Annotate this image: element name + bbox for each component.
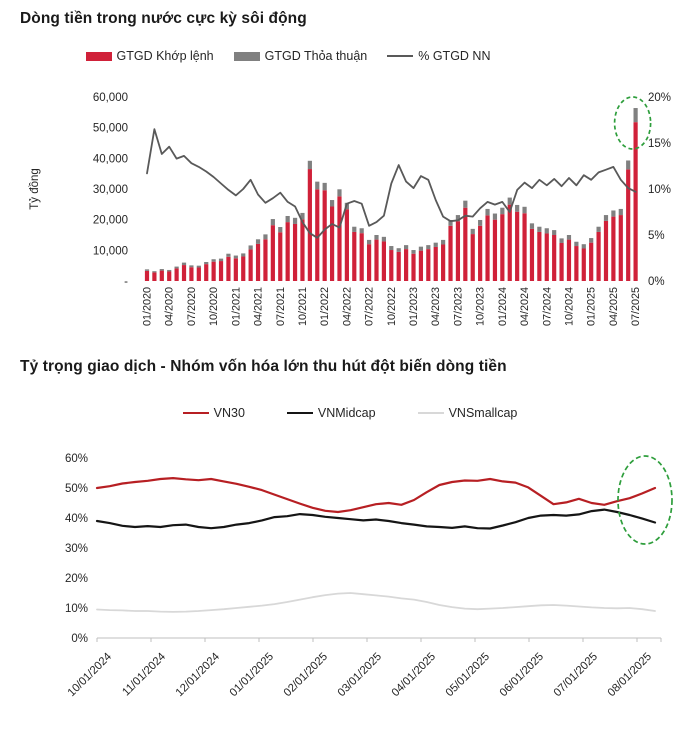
lightgray-line-swatch-icon <box>418 412 444 414</box>
bars-gtgd-khop-lenh <box>145 122 638 281</box>
svg-text:60%: 60% <box>64 453 88 465</box>
legend-label: GTGD Thỏa thuận <box>264 49 368 63</box>
svg-text:10/2024: 10/2024 <box>563 287 576 327</box>
svg-text:07/2025: 07/2025 <box>630 287 643 327</box>
chart1-title: Dòng tiền trong nước cực kỳ sôi động <box>20 10 307 27</box>
highlight-ellipse-top <box>615 97 651 149</box>
svg-text:Tỷ đồng: Tỷ đồng <box>29 168 41 210</box>
svg-text:40%: 40% <box>64 513 88 525</box>
line-vnmidcap <box>97 510 655 529</box>
chart1-plot <box>0 78 700 350</box>
black-line-swatch-icon <box>287 412 313 414</box>
svg-text:07/2022: 07/2022 <box>363 287 376 327</box>
line-vnsmallcap <box>97 593 655 612</box>
legend-label: VN30 <box>213 406 245 420</box>
legend-item-vnmidcap <box>287 406 376 420</box>
svg-text:40,000: 40,000 <box>92 153 128 166</box>
svg-text:07/01/2025: 07/01/2025 <box>551 650 601 700</box>
svg-text:30,000: 30,000 <box>92 184 128 196</box>
svg-text:01/2023: 01/2023 <box>408 287 421 327</box>
svg-text:01/2020: 01/2020 <box>141 287 154 327</box>
chart1-y-left-ticks <box>93 92 128 288</box>
svg-text:04/2024: 04/2024 <box>519 287 532 327</box>
legend-item-gtgd-nn <box>387 49 490 63</box>
svg-text:07/2023: 07/2023 <box>452 287 465 327</box>
svg-text:01/01/2025: 01/01/2025 <box>227 650 277 700</box>
svg-text:01/2025: 01/2025 <box>585 287 598 327</box>
chart2-title: Tỷ trọng giao dịch - Nhóm vốn hóa lớn thu hút đột biến dòng tiền <box>20 358 507 375</box>
svg-text:04/2023: 04/2023 <box>430 287 443 327</box>
svg-text:07/2021: 07/2021 <box>274 287 287 327</box>
svg-text:20,000: 20,000 <box>92 214 128 227</box>
svg-text:-: - <box>124 276 128 288</box>
svg-text:02/01/2025: 02/01/2025 <box>281 650 331 700</box>
legend-label: VNSmallcap <box>448 406 518 420</box>
red-line-swatch-icon <box>183 412 209 414</box>
chart2-plot <box>0 430 700 731</box>
svg-text:04/01/2025: 04/01/2025 <box>389 650 439 700</box>
chart2-legend <box>0 406 700 420</box>
svg-text:04/2020: 04/2020 <box>163 287 176 327</box>
line-pct-gtgd-nn <box>147 129 636 238</box>
gray-bar-swatch-icon <box>234 52 260 61</box>
legend-label: % GTGD NN <box>418 49 491 63</box>
chart1-x-tick-labels <box>142 287 643 326</box>
svg-text:08/01/2025: 08/01/2025 <box>605 650 655 700</box>
svg-text:10%: 10% <box>648 184 672 196</box>
svg-text:20%: 20% <box>648 92 672 104</box>
svg-text:10/2023: 10/2023 <box>474 287 487 327</box>
svg-text:15%: 15% <box>648 138 672 150</box>
legend-item-vnsmallcap <box>418 406 518 420</box>
chart1-y-axis-title <box>29 168 41 210</box>
svg-text:05/01/2025: 05/01/2025 <box>443 650 493 700</box>
svg-text:03/01/2025: 03/01/2025 <box>335 650 385 700</box>
chart1-legend <box>0 49 576 63</box>
svg-text:10,000: 10,000 <box>92 245 128 258</box>
svg-text:01/2021: 01/2021 <box>230 287 243 327</box>
svg-text:10/2021: 10/2021 <box>296 287 309 327</box>
svg-text:04/2022: 04/2022 <box>341 287 354 327</box>
legend-label: VNMidcap <box>317 406 376 420</box>
svg-text:0%: 0% <box>71 633 88 645</box>
svg-text:20%: 20% <box>64 573 88 585</box>
svg-text:07/2024: 07/2024 <box>541 287 554 327</box>
svg-text:0%: 0% <box>648 276 665 288</box>
svg-text:06/01/2025: 06/01/2025 <box>497 650 547 700</box>
svg-text:10/01/2024: 10/01/2024 <box>65 650 115 700</box>
chart2-x-tick-labels <box>66 651 654 699</box>
svg-text:01/2024: 01/2024 <box>496 287 509 327</box>
legend-item-khop-lenh <box>86 49 214 63</box>
legend-label: GTGD Khớp lệnh <box>116 49 214 63</box>
svg-text:01/2022: 01/2022 <box>319 287 332 327</box>
svg-text:04/2025: 04/2025 <box>607 287 620 327</box>
svg-text:12/01/2024: 12/01/2024 <box>173 650 223 700</box>
bars-gtgd-thoa-thuan <box>145 108 638 272</box>
svg-text:60,000: 60,000 <box>92 92 128 104</box>
legend-item-vn30 <box>183 406 245 420</box>
chart2-x-axis <box>97 638 661 642</box>
svg-text:50,000: 50,000 <box>92 122 128 135</box>
svg-text:10%: 10% <box>64 603 88 615</box>
svg-text:10/2020: 10/2020 <box>208 287 221 327</box>
svg-text:5%: 5% <box>648 230 665 242</box>
svg-text:11/01/2024: 11/01/2024 <box>120 650 169 699</box>
line-vn30 <box>97 478 655 512</box>
chart2-y-ticks <box>65 453 88 645</box>
red-bar-swatch-icon <box>86 52 112 61</box>
svg-text:30%: 30% <box>64 543 88 555</box>
svg-text:04/2021: 04/2021 <box>252 287 265 327</box>
svg-text:50%: 50% <box>64 483 88 495</box>
svg-text:07/2020: 07/2020 <box>185 287 198 327</box>
gray-line-swatch-icon <box>387 55 413 57</box>
chart1-y-right-ticks <box>648 92 671 288</box>
legend-item-thoa-thuan <box>234 49 368 63</box>
svg-text:10/2022: 10/2022 <box>385 287 398 327</box>
